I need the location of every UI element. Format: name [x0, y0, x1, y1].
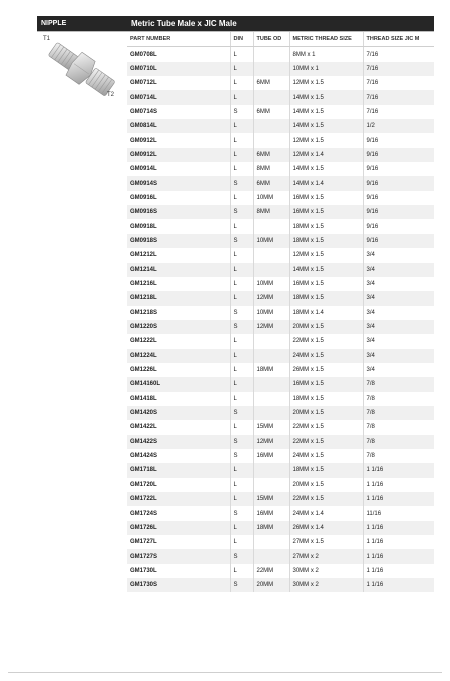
tube-od-cell [253, 62, 289, 76]
table-row [127, 363, 434, 377]
din-cell: L [230, 162, 253, 176]
table-row [127, 176, 434, 190]
tube-od-cell: 10MM [253, 277, 289, 291]
tube-od-cell [253, 263, 289, 277]
metric-thread-cell: 18MM x 1.5 [289, 234, 363, 248]
table-row [127, 334, 434, 348]
din-cell: L [230, 492, 253, 506]
jic-thread-cell: 7/8 [366, 453, 375, 460]
jic-thread-cell: 7/16 [363, 62, 434, 76]
table-row [127, 105, 434, 119]
part-number-cell: GM1724S [127, 506, 230, 520]
table-row [127, 449, 434, 463]
din-cell: L [230, 90, 253, 104]
tube-od-cell: 6MM [253, 76, 289, 90]
tube-od-cell: 16MM [253, 506, 289, 520]
jic-thread-cell: 3/4 [363, 263, 434, 277]
tube-od-cell: 6MM [253, 148, 289, 162]
table-row [127, 47, 434, 62]
jic-thread-cell: 9/16 [363, 176, 434, 190]
metric-thread-cell: 30MM x 2 [289, 578, 363, 592]
tube-od-cell: 12MM [253, 291, 289, 305]
table-row [127, 62, 434, 76]
din-cell: S [230, 320, 253, 334]
tube-od-cell: 15MM [253, 492, 289, 506]
din-cell: L [230, 219, 253, 233]
tube-od-cell: 8MM [253, 162, 289, 176]
column-header: TUBE OD [253, 32, 289, 47]
table-row [127, 277, 434, 291]
part-number-cell: GM1220S [127, 320, 230, 334]
din-cell: S [230, 234, 253, 248]
part-number-cell: GM0714L [127, 90, 230, 104]
table-body [127, 47, 434, 593]
din-cell: L [230, 420, 253, 434]
tube-od-cell [253, 349, 289, 363]
metric-thread-cell: 24MM x 1.4 [289, 506, 363, 520]
din-cell: L [230, 291, 253, 305]
metric-thread-cell: 8MM x 1 [289, 47, 363, 62]
tube-od-cell [253, 535, 289, 549]
metric-thread-cell: 18MM x 1.5 [289, 392, 363, 406]
t1-label: T1 [43, 36, 51, 42]
tube-od-cell [253, 478, 289, 492]
jic-thread-cell: 9/16 [366, 223, 379, 230]
table-row [127, 306, 434, 320]
column-header: METRIC THREAD SIZE [289, 32, 363, 47]
column-header: THREAD SIZE JIC M [363, 32, 434, 47]
jic-thread-cell: 7/16 [366, 51, 379, 58]
part-number-cell: GM0916L [127, 191, 230, 205]
category-header: NIPPLE [37, 16, 127, 31]
part-number-cell: GM1222L [127, 334, 230, 348]
part-number-cell: GM0912L [127, 133, 230, 147]
table-row [127, 549, 434, 563]
metric-thread-cell: 18MM x 1.5 [289, 219, 363, 233]
tube-od-cell: 6MM [253, 176, 289, 190]
jic-thread-cell: 7/8 [363, 406, 434, 420]
tube-od-cell: 18MM [253, 363, 289, 377]
metric-thread-cell: 24MM x 1.5 [289, 349, 363, 363]
din-cell: S [230, 176, 253, 190]
part-number-cell: GM14160L [127, 377, 230, 391]
part-number-cell: GM1422S [127, 435, 230, 449]
table-row [127, 263, 434, 277]
jic-thread-cell: 7/16 [363, 90, 434, 104]
din-cell: S [230, 205, 253, 219]
metric-thread-cell: 18MM x 1.4 [289, 306, 363, 320]
tube-od-cell: 16MM [253, 449, 289, 463]
metric-thread-cell: 24MM x 1.5 [289, 449, 363, 463]
tube-od-cell [253, 248, 289, 262]
jic-thread-cell: 1 1/16 [366, 539, 384, 546]
part-number-cell: GM1727L [127, 535, 230, 549]
din-cell: S [230, 306, 253, 320]
tube-od-cell [253, 334, 289, 348]
din-cell: L [230, 133, 253, 147]
tube-od-cell [253, 377, 289, 391]
nipple-fitting-illustration [40, 34, 126, 106]
metric-thread-cell: 14MM x 1.5 [289, 263, 363, 277]
jic-thread-cell: 1/2 [363, 119, 434, 133]
table-row [127, 349, 434, 363]
metric-thread-cell: 22MM x 1.5 [289, 492, 363, 506]
part-number-cell: GM0710L [127, 62, 230, 76]
jic-thread-cell: 9/16 [363, 205, 434, 219]
din-cell: L [230, 191, 253, 205]
din-cell: L [230, 334, 253, 348]
din-cell: L [230, 377, 253, 391]
din-cell: L [230, 564, 253, 578]
din-cell: L [230, 392, 253, 406]
tube-od-cell [253, 119, 289, 133]
metric-thread-cell: 14MM x 1.5 [289, 90, 363, 104]
tube-od-cell: 12MM [253, 320, 289, 334]
jic-thread-cell: 7/8 [366, 424, 375, 431]
metric-thread-cell: 10MM x 1 [289, 62, 363, 76]
table-row [127, 205, 434, 219]
table-header-row [127, 32, 434, 47]
din-cell: L [230, 521, 253, 535]
jic-thread-cell: 1 1/16 [363, 463, 434, 477]
table-row [127, 420, 434, 434]
metric-thread-cell: 20MM x 1.5 [289, 406, 363, 420]
jic-thread-cell: 3/4 [366, 281, 375, 288]
table-row [127, 320, 434, 334]
part-number-cell: GM1224L [127, 349, 230, 363]
jic-thread-cell: 9/16 [363, 148, 434, 162]
din-cell: L [230, 148, 253, 162]
table-row [127, 521, 434, 535]
table-row [127, 578, 434, 592]
part-number-cell: GM1422L [127, 420, 230, 434]
part-number-cell: GM1718L [127, 463, 230, 477]
jic-thread-cell: 3/4 [363, 349, 434, 363]
part-number-cell: GM1730L [127, 564, 230, 578]
part-number-cell: GM1424S [127, 449, 230, 463]
footer-divider [8, 672, 442, 673]
din-cell: L [230, 535, 253, 549]
part-number-cell: GM0914L [127, 162, 230, 176]
din-cell: S [230, 406, 253, 420]
din-cell: L [230, 62, 253, 76]
tube-od-cell [253, 406, 289, 420]
din-cell: L [230, 47, 253, 62]
part-number-cell: GM1727S [127, 549, 230, 563]
table-row [127, 219, 434, 233]
part-number-cell: GM1218L [127, 291, 230, 305]
metric-thread-cell: 20MM x 1.5 [289, 320, 363, 334]
table-row [127, 435, 434, 449]
metric-thread-cell: 27MM x 2 [289, 549, 363, 563]
jic-thread-cell: 9/16 [366, 194, 379, 201]
table-row [127, 148, 434, 162]
tube-od-cell [253, 219, 289, 233]
metric-thread-cell: 22MM x 1.5 [289, 420, 363, 434]
din-cell: S [230, 578, 253, 592]
metric-thread-cell: 27MM x 1.5 [289, 535, 363, 549]
part-number-cell: GM0712L [127, 76, 230, 90]
jic-thread-cell: 1 1/16 [363, 549, 434, 563]
din-cell: S [230, 435, 253, 449]
table-row [127, 291, 434, 305]
part-number-cell: GM1212L [127, 248, 230, 262]
table-row [127, 406, 434, 420]
table-row [127, 463, 434, 477]
t2-label: T2 [107, 92, 115, 98]
metric-thread-cell: 14MM x 1.5 [289, 119, 363, 133]
metric-thread-cell: 12MM x 1.4 [289, 148, 363, 162]
part-number-cell: GM0708L [127, 47, 230, 62]
part-number-cell: GM0918S [127, 234, 230, 248]
jic-thread-cell: 7/8 [363, 377, 434, 391]
table-row [127, 506, 434, 520]
jic-thread-cell: 1 1/16 [366, 481, 384, 488]
part-number-cell: GM1726L [127, 521, 230, 535]
metric-thread-cell: 12MM x 1.5 [289, 133, 363, 147]
jic-thread-cell: 3/4 [363, 320, 434, 334]
din-cell: L [230, 363, 253, 377]
tube-od-cell [253, 47, 289, 62]
metric-thread-cell: 14MM x 1.5 [289, 162, 363, 176]
din-cell: S [230, 449, 253, 463]
tube-od-cell: 10MM [253, 234, 289, 248]
table-row [127, 492, 434, 506]
column-header: PART NUMBER [127, 32, 230, 47]
jic-thread-cell: 3/4 [366, 309, 375, 316]
table-row [127, 478, 434, 492]
tube-od-cell: 18MM [253, 521, 289, 535]
jic-thread-cell: 11/16 [366, 510, 382, 517]
metric-thread-cell: 30MM x 2 [289, 564, 363, 578]
jic-thread-cell: 1 1/16 [363, 521, 434, 535]
table-row [127, 133, 434, 147]
jic-thread-cell: 7/8 [366, 395, 375, 402]
tube-od-cell [253, 549, 289, 563]
jic-thread-cell: 9/16 [363, 234, 434, 248]
jic-thread-cell: 3/4 [366, 367, 375, 374]
part-number-cell: GM1720L [127, 478, 230, 492]
part-number-cell: GM1418L [127, 392, 230, 406]
jic-thread-cell: 7/8 [363, 435, 434, 449]
jic-thread-cell: 3/4 [366, 252, 375, 259]
tube-od-cell [253, 90, 289, 104]
metric-thread-cell: 18MM x 1.5 [289, 291, 363, 305]
din-cell: S [230, 549, 253, 563]
jic-thread-cell: 3/4 [363, 291, 434, 305]
metric-thread-cell: 14MM x 1.5 [289, 105, 363, 119]
table-title: Metric Tube Male x JIC Male [127, 16, 434, 31]
part-number-cell: GM1226L [127, 363, 230, 377]
part-number-cell: GM0918L [127, 219, 230, 233]
table-row [127, 191, 434, 205]
din-cell: S [230, 506, 253, 520]
tube-od-cell: 10MM [253, 191, 289, 205]
metric-thread-cell: 16MM x 1.5 [289, 377, 363, 391]
part-number-cell: GM1218S [127, 306, 230, 320]
table-row [127, 76, 434, 90]
din-cell: L [230, 277, 253, 291]
metric-thread-cell: 26MM x 1.4 [289, 521, 363, 535]
tube-od-cell: 20MM [253, 578, 289, 592]
part-number-cell: GM1216L [127, 277, 230, 291]
part-number-cell: GM1214L [127, 263, 230, 277]
din-cell: S [230, 105, 253, 119]
tube-od-cell: 15MM [253, 420, 289, 434]
table-row [127, 392, 434, 406]
table-row [127, 248, 434, 262]
column-header: DIN [230, 32, 253, 47]
table-row [127, 377, 434, 391]
din-cell: L [230, 119, 253, 133]
table-row [127, 162, 434, 176]
table-row [127, 535, 434, 549]
part-number-cell: GM1730S [127, 578, 230, 592]
din-cell: L [230, 349, 253, 363]
metric-thread-cell: 16MM x 1.5 [289, 277, 363, 291]
part-number-cell: GM1420S [127, 406, 230, 420]
table-row [127, 234, 434, 248]
tube-od-cell [253, 133, 289, 147]
metric-thread-cell: 16MM x 1.5 [289, 191, 363, 205]
jic-thread-cell: 9/16 [366, 166, 379, 173]
jic-thread-cell: 1 1/16 [363, 578, 434, 592]
metric-thread-cell: 18MM x 1.5 [289, 463, 363, 477]
tube-od-cell [253, 392, 289, 406]
table-row [127, 90, 434, 104]
jic-thread-cell: 3/4 [366, 338, 375, 345]
din-cell: L [230, 478, 253, 492]
part-number-cell: GM0714S [127, 105, 230, 119]
jic-thread-cell: 7/16 [366, 108, 379, 115]
din-cell: L [230, 463, 253, 477]
metric-thread-cell: 14MM x 1.4 [289, 176, 363, 190]
metric-thread-cell: 20MM x 1.5 [289, 478, 363, 492]
part-number-cell: GM0912L [127, 148, 230, 162]
spec-table [127, 32, 434, 592]
jic-thread-cell: 7/16 [366, 80, 379, 87]
part-number-cell: GM0814L [127, 119, 230, 133]
tube-od-cell: 22MM [253, 564, 289, 578]
part-number-cell: GM0914S [127, 176, 230, 190]
tube-od-cell: 6MM [253, 105, 289, 119]
metric-thread-cell: 22MM x 1.5 [289, 334, 363, 348]
jic-thread-cell: 9/16 [366, 137, 379, 144]
table-row [127, 119, 434, 133]
table-row [127, 564, 434, 578]
tube-od-cell: 12MM [253, 435, 289, 449]
part-number-cell: GM0916S [127, 205, 230, 219]
metric-thread-cell: 12MM x 1.5 [289, 76, 363, 90]
metric-thread-cell: 16MM x 1.5 [289, 205, 363, 219]
metric-thread-cell: 22MM x 1.5 [289, 435, 363, 449]
tube-od-cell: 10MM [253, 306, 289, 320]
part-number-cell: GM1722L [127, 492, 230, 506]
din-cell: L [230, 76, 253, 90]
metric-thread-cell: 26MM x 1.5 [289, 363, 363, 377]
jic-thread-cell: 1 1/16 [363, 492, 434, 506]
metric-thread-cell: 12MM x 1.5 [289, 248, 363, 262]
din-cell: L [230, 263, 253, 277]
din-cell: L [230, 248, 253, 262]
jic-thread-cell: 1 1/16 [366, 567, 384, 574]
tube-od-cell [253, 463, 289, 477]
tube-od-cell: 8MM [253, 205, 289, 219]
